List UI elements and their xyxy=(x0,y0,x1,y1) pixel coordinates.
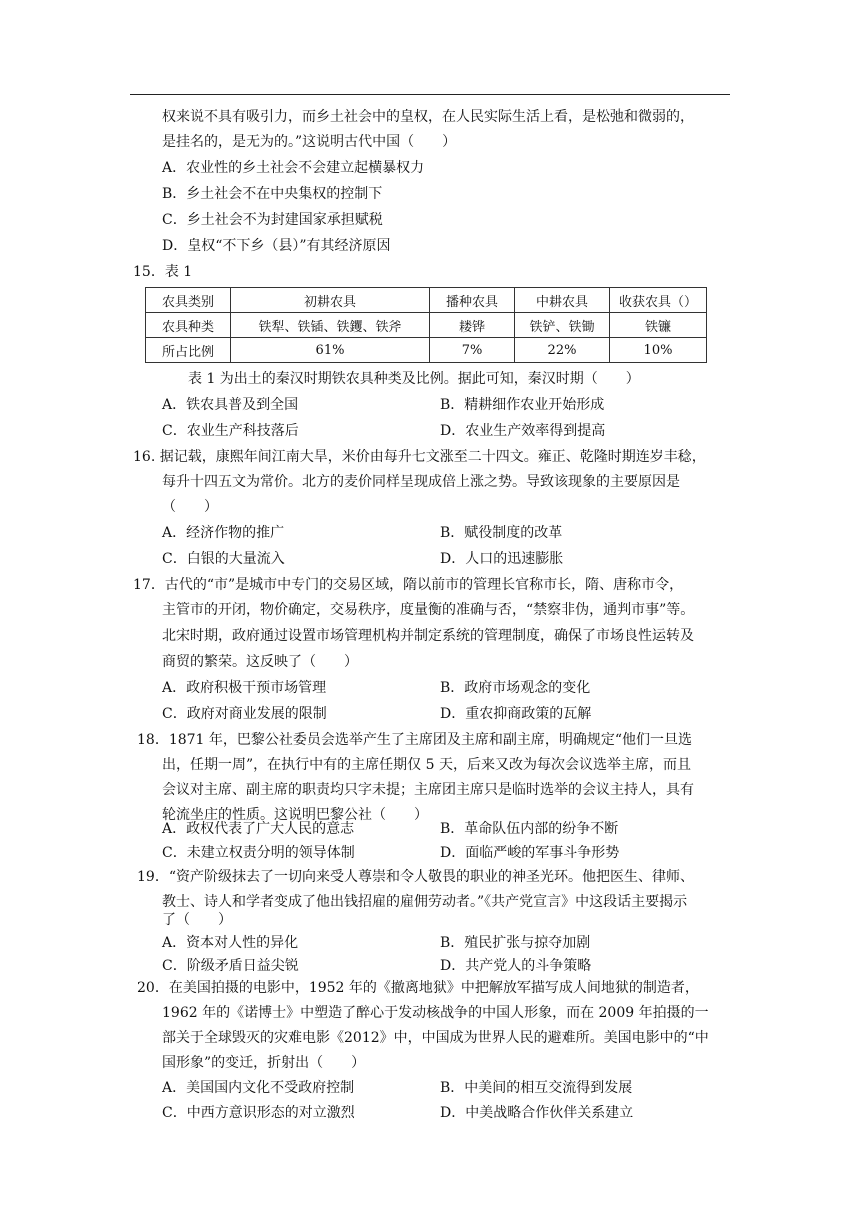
table-cell: 农具类别 xyxy=(146,288,231,313)
q20-option-a: A．美国国内文化不受政府控制 xyxy=(162,1080,355,1096)
q17-line-2: 主管市的开闭，物价确定，交易秩序，度量衡的准确与否，“禁察非伪，通判市事”等。 xyxy=(162,602,695,618)
q20-line-2: 1962 年的《诺博士》中塑造了醉心于发动核战争的中国人形象，而在 2009 年拍摄的一 xyxy=(162,1005,709,1021)
q20-line-4: 国形象”的变迁，折射出（ ） xyxy=(162,1055,366,1071)
q20-line-1: 20．在美国拍摄的电影中，1952 年的《撤离地狱》中把解放军描写成人间地狱的制造者， xyxy=(137,980,699,996)
q16-line-2: 每升十四五文为常价。北方的麦价同样呈现成倍上涨之势。导致该现象的主要原因是 xyxy=(162,474,680,490)
q14-option-d: D．皇权“不下乡（县）”有其经济原因 xyxy=(162,238,391,254)
q14-option-b: B．乡土社会不在中央集权的控制下 xyxy=(162,186,383,202)
q14-line-2: 是挂名的，是无为的。”这说明古代中国（ ） xyxy=(162,134,457,150)
q17-option-a: A．政府积极干预市场管理 xyxy=(162,680,327,696)
table-row xyxy=(146,338,707,363)
q19-option-a: A．资本对人性的异化 xyxy=(162,935,299,951)
q18-line-1: 18．1871 年，巴黎公社委员会选举产生了主席团及主席和副主席，明确规定“他们一旦选 xyxy=(137,732,693,748)
q19-option-d: D．共产党人的斗争策略 xyxy=(440,958,592,974)
table-cell: 所占比例 xyxy=(146,338,231,363)
q14-line-1: 权来说不具有吸引力，而乡土社会中的皇权，在人民实际生活上看，是松弛和微弱的， xyxy=(162,109,694,125)
q15-option-d: D．农业生产效率得到提高 xyxy=(440,423,606,439)
table-cell: 初耕农具 xyxy=(231,288,430,313)
q16-line-3: （ ） xyxy=(162,499,218,515)
q18-option-d: D．面临严峻的军事斗争形势 xyxy=(440,845,620,861)
q17-line-1: 17．古代的“市”是城市中专门的交易区域，隋以前市的管理长官称市长，隋、唐称市令， xyxy=(133,577,684,593)
q15-option-a: A．铁农具普及到全国 xyxy=(162,397,299,413)
q15-label: 15．表 1 xyxy=(133,264,193,280)
q20-option-d: D．中美战略合作伙伴关系建立 xyxy=(440,1105,634,1121)
q19-line-2: 教士、诗人和学者变成了他出钱招雇的雇佣劳动者。”《共产党宣言》中这段话主要揭示 xyxy=(162,894,688,910)
table-cell: 耧铧 xyxy=(430,313,515,338)
q19-option-b: B．殖民扩张与掠夺加剧 xyxy=(440,935,591,951)
table-cell: 播种农具 xyxy=(430,288,515,313)
q18-line-4: 轮流坐庄的性质。这说明巴黎公社（ ） xyxy=(162,807,428,823)
table-row xyxy=(146,288,707,313)
q18-line-3: 会议对主席、副主席的职责均只字未提；主席团主席只是临时选举的会议主持人，具有 xyxy=(162,782,694,798)
q17-option-b: B．政府市场观念的变化 xyxy=(440,680,591,696)
q16-option-a: A．经济作物的推广 xyxy=(162,525,285,541)
q17-line-3: 北宋时期，政府通过设置市场管理机构并制定系统的管理制度，确保了市场良性运转及 xyxy=(162,628,694,644)
q17-option-c: C．政府对商业发展的限制 xyxy=(162,706,327,722)
table-cell: 铁镰 xyxy=(610,313,707,338)
q20-option-b: B．中美间的相互交流得到发展 xyxy=(440,1080,633,1096)
q15-stem: 表 1 为出土的秦汉时期铁农具种类及比例。据此可知，秦汉时期（ ） xyxy=(188,371,640,387)
q14-option-c: C．乡土社会不为封建国家承担赋税 xyxy=(162,212,383,228)
q19-line-1: 19．“资产阶级抹去了一切向来受人尊崇和令人敬畏的职业的神圣光环。他把医生、律师、 xyxy=(137,869,694,885)
table-cell: 农具种类 xyxy=(146,313,231,338)
q16-option-b: B．赋役制度的改革 xyxy=(440,525,563,541)
farm-tools-table xyxy=(145,287,707,363)
table-cell: 7% xyxy=(430,338,515,363)
q17-line-4: 商贸的繁荣。这反映了（ ） xyxy=(162,654,358,670)
q15-option-b: B．精耕细作农业开始形成 xyxy=(440,397,605,413)
q17-option-d: D．重农抑商政策的瓦解 xyxy=(440,706,592,722)
table-cell: 中耕农具 xyxy=(515,288,610,313)
table-cell: 铁铲、铁锄 xyxy=(515,313,610,338)
q20-option-c: C．中西方意识形态的对立激烈 xyxy=(162,1105,355,1121)
table-row xyxy=(146,313,707,338)
q16-option-d: D．人口的迅速膨胀 xyxy=(440,551,564,567)
q18-option-c: C．未建立权责分明的领导体制 xyxy=(162,845,355,861)
table-cell: 铁犁、铁锸、铁钁、铁斧 xyxy=(231,313,430,338)
table-cell: 61% xyxy=(231,338,430,363)
q18-option-b: B．革命队伍内部的纷争不断 xyxy=(440,821,619,837)
q20-line-3: 部关于全球毁灭的灾难电影《2012》中，中国成为世界人民的避难所。美国电影中的“中 xyxy=(162,1030,709,1046)
q18-option-a: A．政权代表了广大人民的意志 xyxy=(162,821,355,837)
q19-option-c: C．阶级矛盾日益尖锐 xyxy=(162,958,299,974)
q15-option-c: C．农业生产科技落后 xyxy=(162,423,299,439)
q19-line-3: 了（ ） xyxy=(162,912,232,928)
q16-option-c: C．白银的大量流入 xyxy=(162,551,285,567)
q14-option-a: A．农业性的乡土社会不会建立起横暴权力 xyxy=(162,160,425,176)
table-cell: 10% xyxy=(610,338,707,363)
q16-line-1: 16. 据记载，康熙年间江南大旱，米价由每升七文涨至二十四文。雍正、乾隆时期连岁丰稔， xyxy=(133,449,706,465)
q18-line-2: 出，任期一周”，在执行中有的主席任期仅 5 天，后来又改为每次会议选举主席，而且 xyxy=(162,757,691,773)
header-rule xyxy=(130,94,730,95)
table-cell: 收获农具（） xyxy=(610,288,707,313)
table-cell: 22% xyxy=(515,338,610,363)
